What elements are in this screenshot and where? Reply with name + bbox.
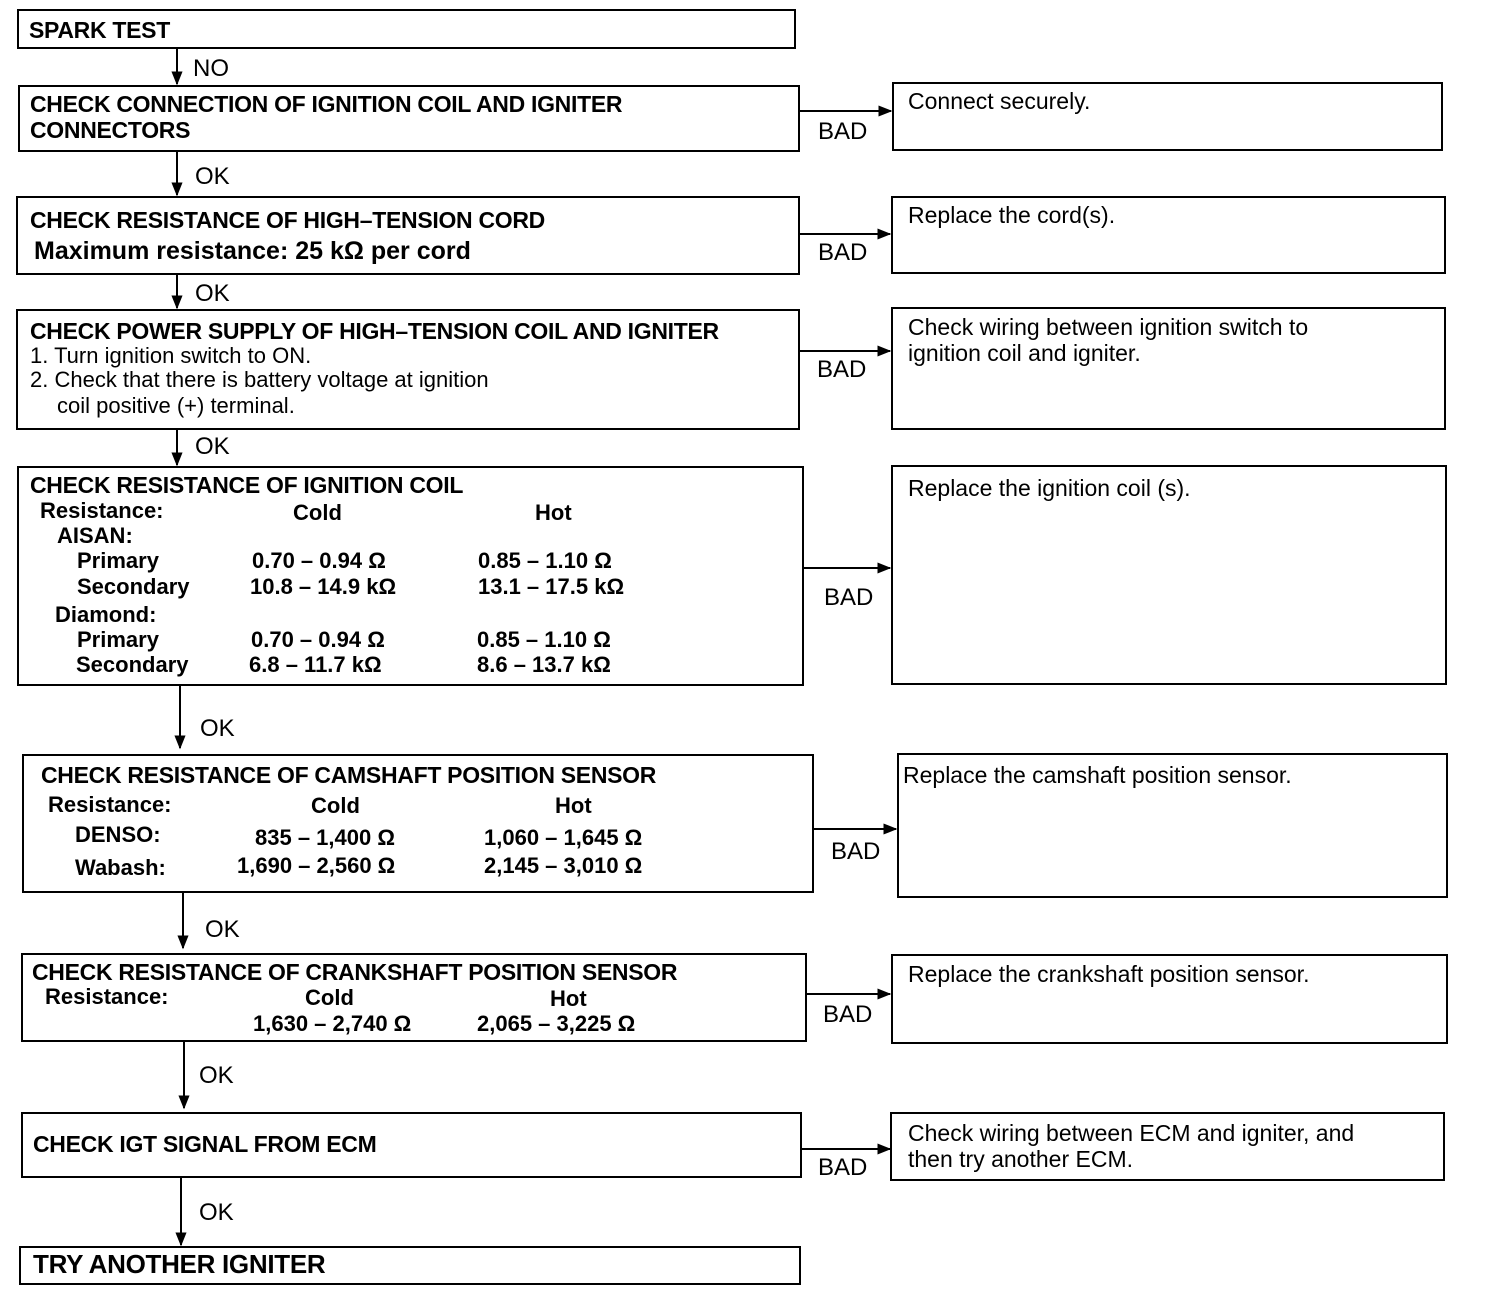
label-ok-1: OK — [195, 163, 230, 190]
step2-title: CHECK RESISTANCE OF HIGH–TENSION CORD — [30, 207, 545, 233]
step5-denso-cold: 835 – 1,400 Ω — [255, 825, 395, 850]
step5-hot-header: Hot — [555, 793, 592, 818]
step4-diamond-secondary-hot: 8.6 – 13.7 kΩ — [477, 652, 611, 677]
step5-title: CHECK RESISTANCE OF CAMSHAFT POSITION SENSOR — [41, 762, 657, 788]
step4-aisan-primary-cold: 0.70 – 0.94 Ω — [252, 548, 386, 573]
step6-hot-header: Hot — [550, 986, 587, 1011]
step5-cold-header: Cold — [311, 793, 360, 818]
step3-title: CHECK POWER SUPPLY OF HIGH–TENSION COIL AND IGNITER — [30, 318, 719, 344]
step4-diamond-secondary-label: Secondary — [76, 652, 189, 677]
step5-denso-label: DENSO: — [75, 822, 161, 847]
step6-bad-label: BAD — [823, 1001, 873, 1028]
step4-title: CHECK RESISTANCE OF IGNITION COIL — [30, 472, 464, 498]
step6-hot-value: 2,065 – 3,225 Ω — [477, 1011, 636, 1036]
step4-aisan-secondary-hot: 13.1 – 17.5 kΩ — [478, 574, 625, 599]
label-ok-5: OK — [205, 916, 240, 943]
step4-bad-label: BAD — [824, 584, 874, 611]
step5-resistance-label: Resistance: — [48, 792, 172, 817]
step3-instruction-1: 1. Turn ignition switch to ON. — [30, 343, 312, 368]
step3-bad-label: BAD — [817, 356, 867, 383]
step7-bad-label: BAD — [818, 1154, 868, 1181]
step1-bad-label: BAD — [818, 118, 868, 145]
step4-cold-header: Cold — [293, 500, 342, 525]
label-ok-6: OK — [199, 1062, 234, 1089]
start-title: SPARK TEST — [29, 17, 170, 43]
step3-remedy-line1: Check wiring between ignition switch to — [908, 314, 1309, 340]
step5-denso-hot: 1,060 – 1,645 Ω — [484, 825, 643, 850]
step4-diamond-primary-label: Primary — [77, 627, 159, 652]
step7-remedy-line2: then try another ECM. — [908, 1146, 1133, 1172]
step3-remedy-line2: ignition coil and igniter. — [908, 340, 1141, 366]
label-no: NO — [193, 55, 229, 82]
step5-wabash-label: Wabash: — [75, 855, 166, 880]
step6-title: CHECK RESISTANCE OF CRANKSHAFT POSITION SENSOR — [32, 959, 678, 985]
label-ok-2: OK — [195, 280, 230, 307]
label-ok-4: OK — [200, 715, 235, 742]
step4-group-aisan: AISAN: — [57, 523, 133, 548]
step2-bad-label: BAD — [818, 239, 868, 266]
step5-remedy: Replace the camshaft position sensor. — [903, 762, 1292, 788]
step6-remedy: Replace the crankshaft position sensor. — [908, 961, 1310, 987]
step6-resistance-label: Resistance: — [45, 984, 169, 1009]
step5-wabash-cold: 1,690 – 2,560 Ω — [237, 853, 396, 878]
step3-instruction-3: coil positive (+) terminal. — [57, 393, 295, 418]
step7-title: CHECK IGT SIGNAL FROM ECM — [33, 1131, 377, 1157]
step4-hot-header: Hot — [535, 500, 572, 525]
label-ok-3: OK — [195, 433, 230, 460]
step1-remedy: Connect securely. — [908, 88, 1091, 114]
step4-group-diamond: Diamond: — [55, 602, 157, 627]
step4-diamond-primary-cold: 0.70 – 0.94 Ω — [251, 627, 385, 652]
step2-spec: Maximum resistance: 25 kΩ per cord — [34, 237, 471, 265]
step5-bad-label: BAD — [831, 838, 881, 865]
step4-diamond-secondary-cold: 6.8 – 11.7 kΩ — [249, 652, 382, 677]
step4-aisan-primary-hot: 0.85 – 1.10 Ω — [478, 548, 612, 573]
label-ok-7: OK — [199, 1199, 234, 1226]
step1-title-line2: CONNECTORS — [30, 117, 191, 143]
step6-cold-header: Cold — [305, 985, 354, 1010]
step7-remedy-line1: Check wiring between ECM and igniter, and — [908, 1120, 1355, 1146]
step4-aisan-secondary-cold: 10.8 – 14.9 kΩ — [250, 574, 397, 599]
step5-wabash-hot: 2,145 – 3,010 Ω — [484, 853, 643, 878]
step4-diamond-primary-hot: 0.85 – 1.10 Ω — [477, 627, 611, 652]
step2-remedy: Replace the cord(s). — [908, 202, 1116, 228]
step4-aisan-primary-label: Primary — [77, 548, 159, 573]
step3-instruction-2: 2. Check that there is battery voltage at ignition — [30, 367, 489, 392]
step4-remedy: Replace the ignition coil (s). — [908, 475, 1191, 501]
step4-resistance-label: Resistance: — [40, 498, 164, 523]
step1-title-line1: CHECK CONNECTION OF IGNITION COIL AND IGNITER — [30, 91, 623, 117]
step4-aisan-secondary-label: Secondary — [77, 574, 190, 599]
step6-cold-value: 1,630 – 2,740 Ω — [253, 1011, 412, 1036]
end-title: TRY ANOTHER IGNITER — [33, 1249, 326, 1279]
